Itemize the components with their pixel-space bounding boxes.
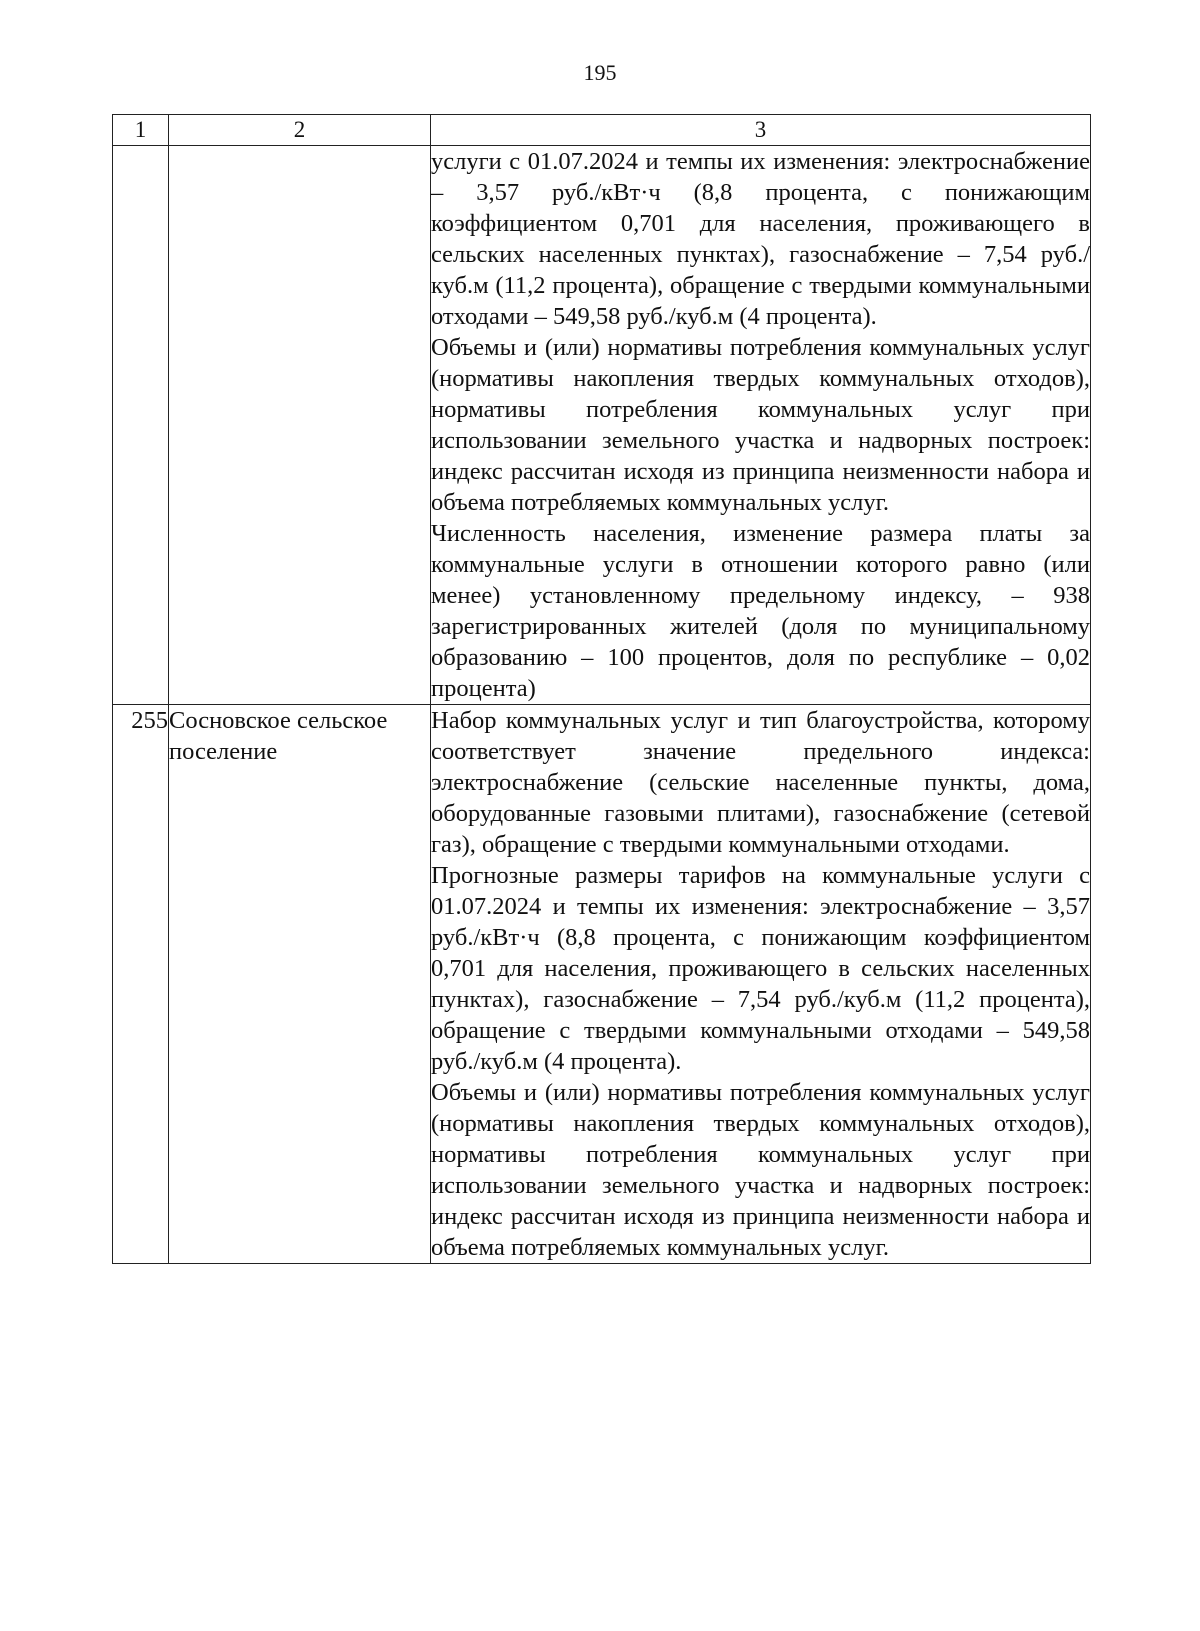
page-number: 195: [583, 60, 617, 85]
paragraph-population: Численность населения, изменение размера платы за коммунальные услуги в отношении которого равно (или менее) установленному предельному индексу, – 938 зарегистрированных жителей (доля по муниципальному образованию – 100 процентов, доля по республике – 0,02 процента): [431, 520, 1090, 702]
table-header-row: [113, 115, 1091, 146]
paragraph-volumes: Объемы и (или) нормативы потребления коммунальных услуг (нормативы накопления твердых коммунальных отходов), нормативы потребления коммунальных услуг при использовании земельного участка и надворных построек: индекс рассчитан исходя из принципа неизменности набора и объема потребляемых коммунальных услуг.: [431, 334, 1090, 516]
paragraph-volumes: Объемы и (или) нормативы потребления коммунальных услуг (нормативы накопления твердых коммунальных отходов), нормативы потребления коммунальных услуг при использовании земельного участка и надворных построек: индекс рассчитан исходя из принципа неизменности набора и объема потребляемых коммунальных услуг.: [431, 1079, 1090, 1261]
row-number: 255: [113, 705, 169, 1264]
paragraph-services-set: Набор коммунальных услуг и тип благоустройства, которому соответствует значение предельного индекса: электроснабжение (сельские населенные пункты, дома, оборудованные газовыми плитами), газоснабжение (сетевой газ), обращение с твердыми коммунальными отходами.: [431, 707, 1090, 858]
row-description-cell: [431, 146, 1091, 705]
header-col-3: 3: [431, 115, 1091, 146]
table-row-continued: [113, 146, 1091, 705]
header-col-1: 1: [113, 115, 169, 146]
table-row-255: [113, 705, 1091, 1264]
header-col-2: 2: [169, 115, 431, 146]
paragraph-tariffs: Прогнозные размеры тарифов на коммунальные услуги с 01.07.2024 и темпы их изменения: электроснабжение – 3,57 руб./кВт·ч (8,8 процента, с понижающим коэффициентом 0,701 для населения, проживающего в сельских населенных пунктах), газоснабжение – 7,54 руб./куб.м (11,2 процента), обращение с твердыми коммунальными отходами – 549,58 руб./куб.м (4 процента).: [431, 862, 1090, 1075]
tariff-table: [112, 114, 1091, 1264]
row-name-cell: [169, 146, 431, 705]
paragraph-tariffs: услуги с 01.07.2024 и темпы их изменения: электроснабжение – 3,57 руб./кВт·ч (8,8 процента, с понижающим коэффициентом 0,701 для населения, проживающего в сельских населенных пунктах), газоснабжение – 7,54 руб./куб.м (11,2 процента), обращение с твердыми коммунальными отходами – 549,58 руб./куб.м (4 процента).: [431, 148, 1090, 330]
row-number-cell: [113, 146, 169, 705]
municipality-name: Сосновское сельское поселение: [169, 705, 431, 1264]
row-description-cell: [431, 705, 1091, 1264]
